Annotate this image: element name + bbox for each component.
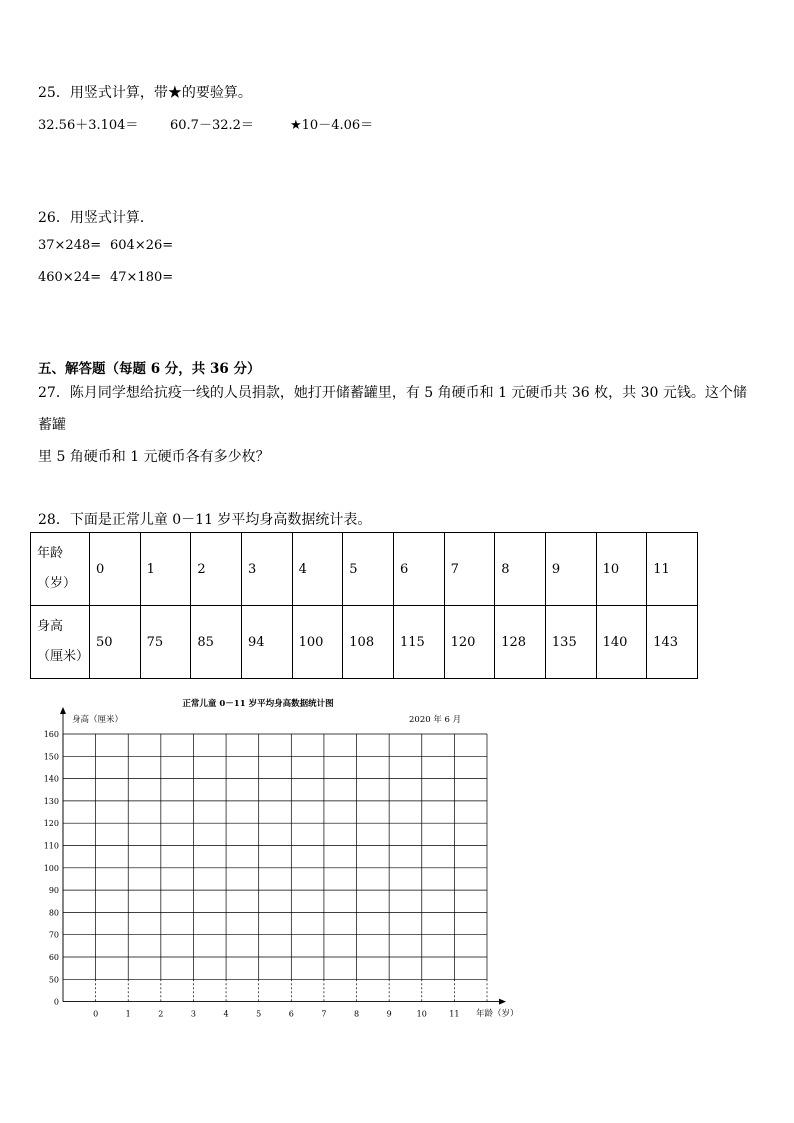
chart-y-axis-label: 身高（厘米） <box>72 715 124 725</box>
y-axis-arrow <box>60 707 66 714</box>
x-tick-label: 3 <box>190 1009 197 1019</box>
table-row-height <box>31 606 698 679</box>
chart-x-axis-label: 年龄（岁） <box>476 1009 519 1019</box>
q25-title: 25．用竖式计算，带★的要验算。 <box>38 85 252 101</box>
x-tick-label: 9 <box>386 1009 392 1019</box>
age-cell: 3 <box>241 533 292 606</box>
height-cell: 50 <box>90 606 141 679</box>
q28-title: 28．下面是正常儿童 0－11 岁平均身高数据统计表。 <box>38 512 372 528</box>
chart-title: 正常儿童 0－11 岁平均身高数据统计图 <box>182 699 334 709</box>
x-tick-label: 6 <box>288 1009 294 1019</box>
height-cell: 128 <box>495 606 546 679</box>
q25-equation-2: 60.7－32.2＝ <box>170 118 254 133</box>
x-tick-label: 8 <box>353 1009 360 1019</box>
x-tick-label: 4 <box>223 1009 229 1019</box>
y-tick-label: 140 <box>43 774 59 784</box>
height-cell: 140 <box>596 606 647 679</box>
row-header-height <box>31 606 90 679</box>
y-tick-label: 110 <box>43 841 59 851</box>
y-tick-label: 160 <box>43 730 59 739</box>
y-tick-label: 100 <box>43 863 59 873</box>
q26-equation-3: 460×24= <box>38 270 102 285</box>
y-tick-label: 150 <box>43 752 59 762</box>
age-cell: 2 <box>191 533 242 606</box>
q27-line-1: 27．陈月同学想给抗疫一线的人员捐款，她打开储蓄罐里，有 5 角硬币和 1 元硬币共 36 枚，共 30 元钱。这个储蓄罐 <box>38 385 747 433</box>
chart-axes <box>60 707 506 1005</box>
height-cell: 75 <box>140 606 191 679</box>
x-tick-label: 11 <box>449 1009 460 1019</box>
height-line-chart-grid <box>0 690 794 1030</box>
age-cell: 10 <box>596 533 647 606</box>
chart-y-ticks <box>44 730 59 1007</box>
table-row-age <box>31 533 698 606</box>
age-cell: 0 <box>90 533 141 606</box>
x-tick-label: 2 <box>158 1009 164 1019</box>
q26-title: 26．用竖式计算． <box>38 210 154 226</box>
y-tick-label: 0 <box>53 997 59 1007</box>
q27-text <box>38 377 758 473</box>
y-tick-label: 70 <box>48 930 59 940</box>
chart-x-ticks <box>93 1010 459 1019</box>
height-cell: 85 <box>191 606 242 679</box>
age-cell: 4 <box>292 533 343 606</box>
row-header-age-label: 年龄 <box>37 546 64 561</box>
row-header-age <box>31 533 90 606</box>
height-cell: 108 <box>343 606 394 679</box>
section-heading: 五、解答题（每题 6 分，共 36 分） <box>38 361 261 377</box>
age-cell: 9 <box>545 533 596 606</box>
age-cell: 1 <box>140 533 191 606</box>
height-cell: 143 <box>647 606 698 679</box>
y-tick-label: 120 <box>43 819 59 829</box>
age-cell: 11 <box>647 533 698 606</box>
age-cell: 5 <box>343 533 394 606</box>
age-cell: 6 <box>393 533 444 606</box>
q25-equation-1: 32.56＋3.104＝ <box>38 118 139 133</box>
x-tick-label: 1 <box>125 1009 131 1019</box>
height-cell: 100 <box>292 606 343 679</box>
x-axis-arrow <box>499 999 506 1005</box>
q25-equation-3: ★10－4.06＝ <box>290 118 374 133</box>
x-tick-label: 5 <box>256 1009 262 1019</box>
chart-grid <box>63 734 487 1002</box>
y-tick-label: 90 <box>48 886 59 896</box>
x-tick-label: 10 <box>416 1009 427 1019</box>
height-data-table <box>30 532 698 679</box>
q27-line-2: 里 5 角硬币和 1 元硬币各有多少枚？ <box>38 449 270 465</box>
y-tick-label: 80 <box>48 908 59 918</box>
height-cell: 120 <box>444 606 495 679</box>
chart-date: 2020 年 6 月 <box>409 715 462 725</box>
x-tick-label: 7 <box>321 1009 327 1019</box>
row-header-height-label: 身高 <box>37 619 64 634</box>
age-cell: 7 <box>444 533 495 606</box>
y-tick-label: 50 <box>48 975 59 985</box>
q26-equation-1: 37×248= <box>38 238 102 253</box>
row-header-age-unit: （岁） <box>37 576 77 591</box>
y-tick-label: 130 <box>43 796 59 806</box>
q26-equation-4: 47×180= <box>110 270 174 285</box>
x-tick-label: 0 <box>93 1009 99 1019</box>
q26-equation-2: 604×26= <box>110 238 174 253</box>
row-header-height-unit: （厘米） <box>37 649 90 664</box>
height-cell: 135 <box>545 606 596 679</box>
height-cell: 115 <box>393 606 444 679</box>
y-tick-label: 60 <box>48 953 59 962</box>
age-cell: 8 <box>495 533 546 606</box>
height-cell: 94 <box>241 606 292 679</box>
